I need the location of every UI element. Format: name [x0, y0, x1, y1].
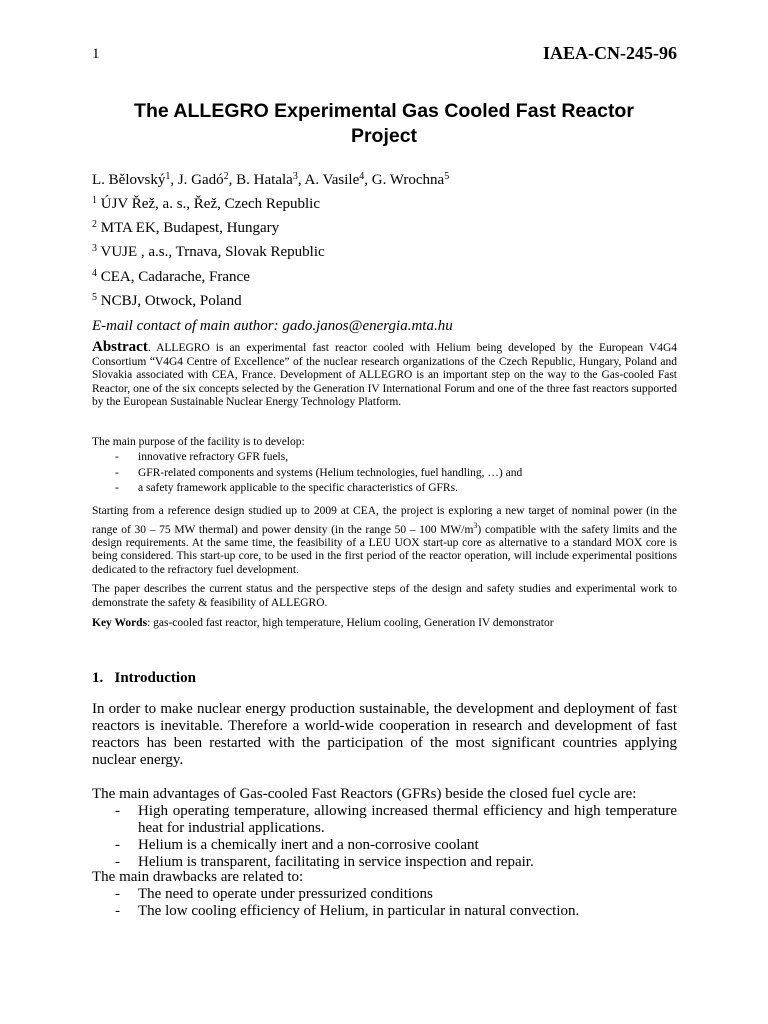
section-heading-introduction: 1. Introduction [92, 670, 196, 686]
advantages-intro: The main advantages of Gas-cooled Fast Reactors (GFRs) beside the closed fuel cycle are: [92, 786, 637, 802]
author-affiliation-marker: 2 [223, 171, 229, 182]
affiliation [92, 243, 325, 261]
paper-scope-paragraph: The paper describes the current status and the perspective steps of the design and safety studies and experimental work to demonstrate the safety & feasibility of ALLEGRO. [92, 583, 677, 609]
paragraph-text: ) compatible with the safety limits and the design requirements. At the same time, the feasibility of a LEU UOX start-up core as alternative to a standard MOX core is being considered. This start-up core, to be used in the first period of the reactor operation, will include experimental positions dedicated to the refractory fuel development. [92, 523, 677, 576]
drawbacks-intro: The main drawbacks are related to: [92, 869, 304, 885]
author-affiliation-marker: 3 [292, 171, 298, 182]
list-item-text: innovative refractory GFR fuels, [138, 451, 289, 463]
author-affiliation-marker: 5 [444, 171, 450, 182]
list-item: - The low cooling efficiency of Helium, in particular in natural convection. [92, 903, 677, 920]
affiliation [92, 268, 250, 286]
affiliation [92, 219, 279, 237]
reference-design-paragraph [92, 505, 677, 577]
author-list: L. Bělovský$^1$, J. Gadó$^2$, B. Hatala$^3$, A. Vasile$^4$, G. Wrochna$^5$ [92, 171, 450, 188]
advantages-list [92, 803, 677, 871]
author: J. Gadó [177, 172, 224, 188]
author: G. Wrochna [371, 172, 445, 188]
affiliation-text: ÚJV Řež, a. s., Řež, Czech Republic [100, 196, 321, 212]
author: A. Vasile [304, 172, 360, 188]
paper-title: The ALLEGRO Experimental Gas Cooled Fast Reactor Project [134, 100, 634, 147]
introduction-paragraph: In order to make nuclear energy production sustainable, the development and deployment of fast reactors is inevitable. Therefore a world-wide cooperation in research and development of fast reactors has been restarted with the participation of the most significant countries applying nuclear energy. [92, 701, 677, 768]
affiliation-number: 2 [92, 219, 97, 230]
page-number: 1 [92, 46, 100, 62]
list-item-text: Helium is a chemically inert and a non-corrosive coolant [138, 837, 479, 853]
list-item-text: The low cooling efficiency of Helium, in particular in natural convection. [138, 903, 580, 919]
affiliation-text: MTA EK, Budapest, Hungary [100, 220, 280, 236]
affiliation [92, 195, 320, 213]
affiliation-number: 3 [92, 243, 97, 254]
list-item-text: The need to operate under pressurized conditions [138, 886, 433, 902]
list-item: - Helium is transparent, facilitating in service inspection and repair. [92, 854, 677, 871]
list-item: - The need to operate under pressurized conditions [92, 886, 677, 903]
affiliation [92, 292, 242, 310]
affiliation-text: CEA, Cadarache, France [100, 269, 250, 285]
affiliation-text: VUJE , a.s., Trnava, Slovak Republic [100, 244, 325, 260]
list-item: - a safety framework applicable to the specific characteristics of GFRs. [115, 481, 522, 497]
affiliation-number: 5 [92, 292, 97, 303]
affiliation-text: NCBJ, Otwock, Poland [100, 293, 242, 309]
list-item: - innovative refractory GFR fuels, [115, 450, 522, 466]
document-id: IAEA-CN-245-96 [543, 43, 677, 63]
purpose-list [115, 450, 522, 497]
list-item-text: GFR-related components and systems (Helium technologies, fuel handling, …) and [138, 466, 523, 479]
author-affiliation-marker: 1 [165, 171, 171, 182]
author: B. Hatala [236, 172, 293, 188]
keywords [92, 617, 554, 629]
list-item-text: a safety framework applicable to the specific characteristics of GFRs. [138, 482, 458, 494]
affiliation-number: 4 [92, 268, 97, 279]
list-item: - High operating temperature, allowing increased thermal efficiency and high temperature heat for industrial applications. [115, 803, 677, 836]
list-item-text: High operating temperature, allowing increased thermal efficiency and high temperature heat for industrial applications. [138, 803, 677, 836]
paragraph-text: Starting from a reference design studied up to 2009 at CEA, the project is exploring a new target of nominal power (in the range of 30 – 75 MW thermal) and power density (in the range 50 – 100 MW/m [92, 505, 677, 536]
author: L. Bělovský [92, 172, 166, 188]
keywords-label: Key Words [92, 617, 148, 629]
affiliation-number: 1 [92, 195, 97, 206]
purpose-intro: The main purpose of the facility is to develop: [92, 436, 305, 448]
list-item: - Helium is a chemically inert and a non-corrosive coolant [92, 837, 677, 854]
superscript: 3 [473, 520, 478, 530]
keywords-text: : gas-cooled fast reactor, high temperature, Helium cooling, Generation IV demonstrator [147, 617, 554, 629]
abstract [92, 341, 677, 410]
list-item-text: Helium is transparent, facilitating in service inspection and repair. [138, 854, 534, 870]
list-item: - GFR-related components and systems (Helium technologies, fuel handling, …) and [115, 466, 522, 482]
contact-email: E-mail contact of main author: gado.janos@energia.mta.hu [92, 318, 453, 334]
abstract-label: Abstract [92, 339, 148, 355]
author-affiliation-marker: 4 [359, 171, 365, 182]
abstract-text: . ALLEGRO is an experimental fast reactor cooled with Helium being developed by the European V4G4 Consortium “V4G4 Centre of Excellence” of the nuclear research organizations of the Czech Republic, Hungary, Poland and Slovakia associated with CEA, France. Development of ALLEGRO is an important step on the way to the Gas-cooled Fast Reactor, one of the six concepts selected by the Generation IV International Forum and one of the three fast reactors supported by the European Sustainable Nuclear Energy Technology Platform. [92, 342, 677, 408]
drawbacks-list [92, 886, 677, 920]
